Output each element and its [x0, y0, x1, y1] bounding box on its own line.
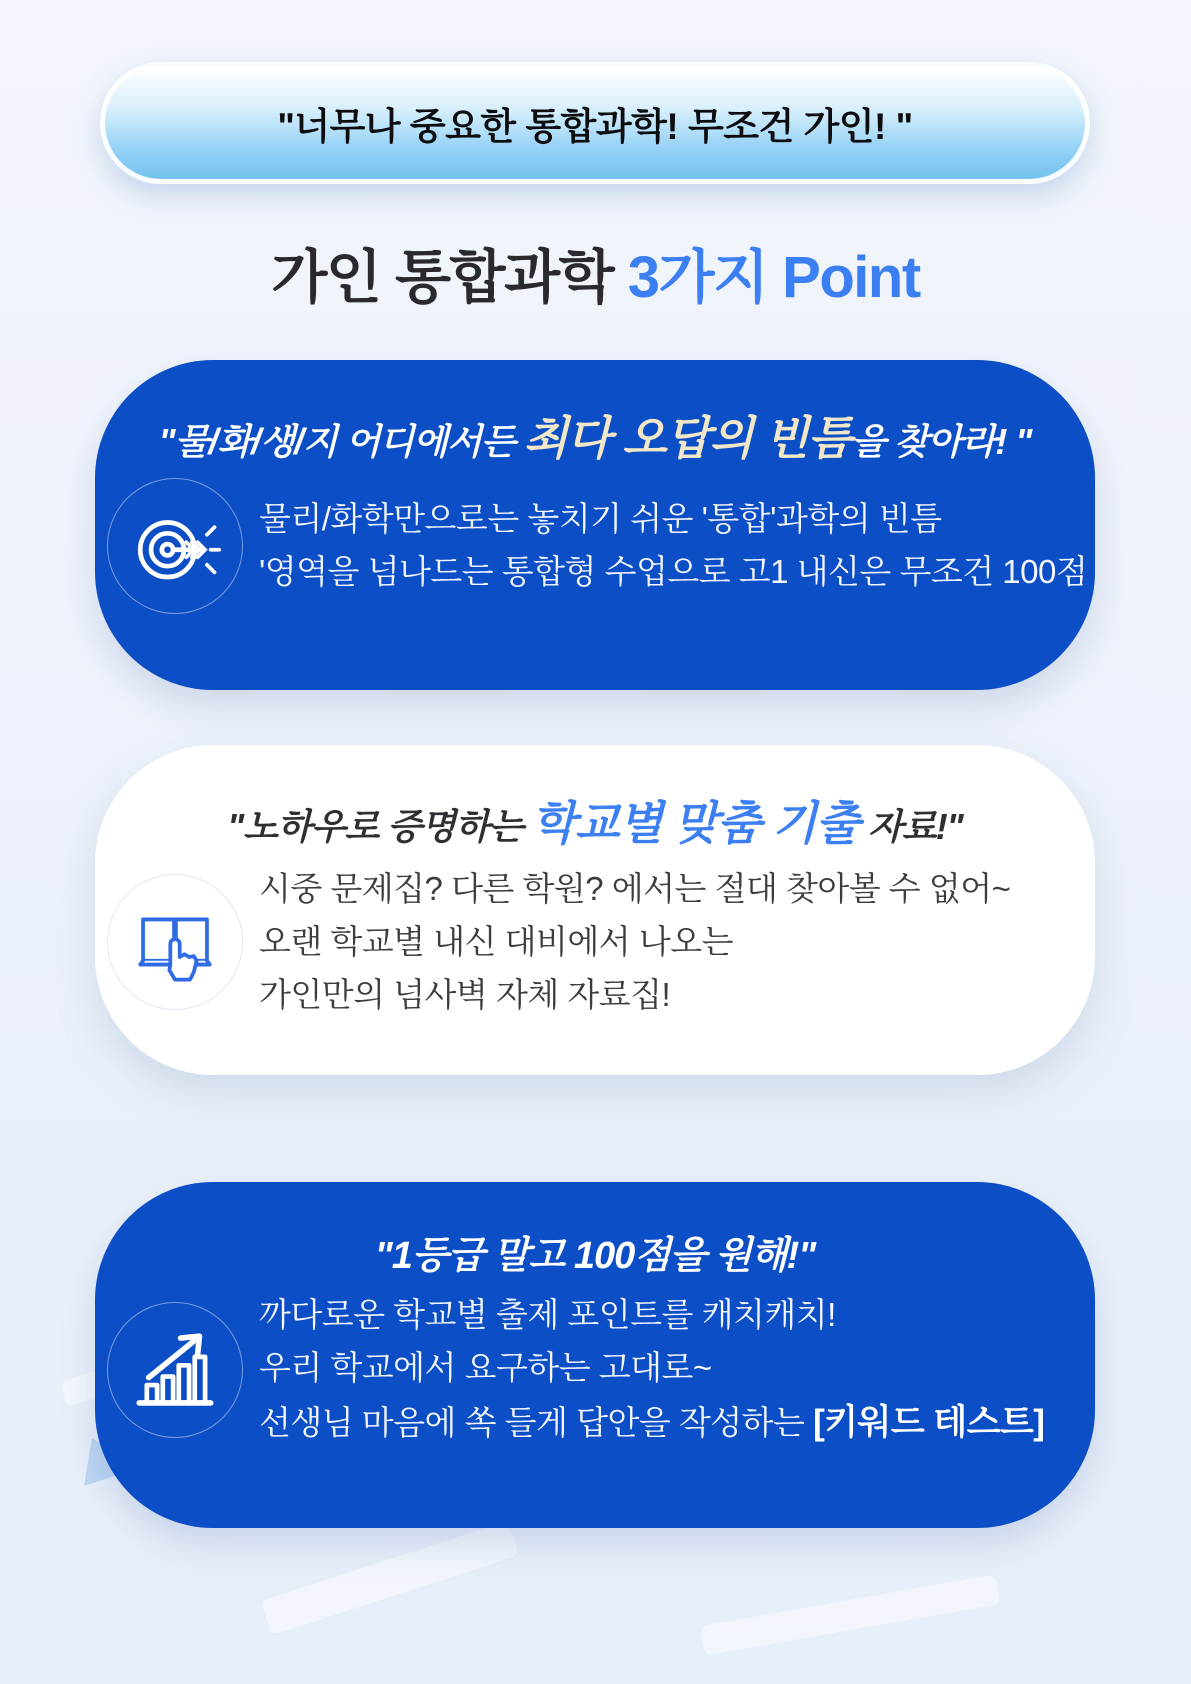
- card-3-body: [95, 1289, 1095, 1451]
- card-2-title: [95, 787, 1095, 853]
- card-1-body: [95, 478, 1095, 614]
- card-3-line-1: 까다로운 학교별 출제 포인트를 캐치캐치!: [259, 1296, 836, 1333]
- card-3-line-3-prefix: 선생님 마음에 쏙 들게 답안을 작성하는: [259, 1403, 814, 1441]
- card-1-line-2: '영역을 넘나드는 통합형 수업으로 고1 내신은 무조건 100점: [259, 553, 1088, 590]
- point-card-2: [95, 745, 1095, 1075]
- card-3-title-text: "1등급 말고 100점을 원해!": [374, 1235, 816, 1277]
- card-2-title-prefix: "노하우로 증명하는: [227, 806, 532, 847]
- card-3-line-3: [259, 1395, 1044, 1451]
- card-1-title-prefix: "물/화/생/지 어디에서든: [158, 421, 524, 462]
- card-2-line-3: 가인만의 넘사벽 자체 자료집!: [259, 975, 671, 1013]
- banner-text: "너무나 중요한 통합과학! 무조건 가인! ": [277, 106, 913, 147]
- card-2-line-1: 시중 문제집? 다른 학원? 에서는 절대 찾아볼 수 없어~: [259, 870, 1011, 907]
- icon-circle: [107, 874, 243, 1010]
- card-1-title-suffix: 을 찾아라! ": [851, 421, 1032, 462]
- card-2-title-em: 학교별 맞춤 기출: [531, 797, 860, 849]
- background-streak: [700, 1574, 1001, 1656]
- card-2-body: [95, 863, 1095, 1021]
- card-2-line-2: 오랜 학교별 내신 대비에서 나오는: [259, 922, 733, 960]
- growth-chart-icon: [128, 1323, 222, 1417]
- point-card-1: [95, 360, 1095, 690]
- card-3-lines: [259, 1289, 1044, 1451]
- open-book-icon: [128, 895, 222, 989]
- point-card-3: [95, 1182, 1095, 1528]
- page-title-accent: 3가지 Point: [627, 245, 920, 310]
- card-2-lines: [259, 863, 1010, 1021]
- background-streak: [261, 1521, 519, 1636]
- card-3-title: [95, 1224, 1095, 1279]
- card-1-line-1: 물리/화학만으로는 놓치기 쉬운 '통합'과학의 빈틈: [259, 500, 942, 538]
- card-3-line-2: 우리 학교에서 요구하는 고대로~: [259, 1348, 712, 1386]
- card-1-lines: [259, 493, 1087, 599]
- icon-circle: [107, 478, 243, 614]
- card-3-line-3-em: [키워드 테스트]: [813, 1402, 1045, 1442]
- page-title: [0, 230, 1191, 314]
- target-arrow-icon: [128, 499, 222, 593]
- icon-circle: [107, 1302, 243, 1438]
- card-1-title-em: 최다 오답의 빈틈: [523, 412, 852, 464]
- card-2-title-suffix: 자료!": [859, 806, 963, 847]
- top-banner: [100, 62, 1090, 184]
- page-title-dark: 가인 통합과학: [271, 245, 628, 310]
- card-1-title: [95, 402, 1095, 468]
